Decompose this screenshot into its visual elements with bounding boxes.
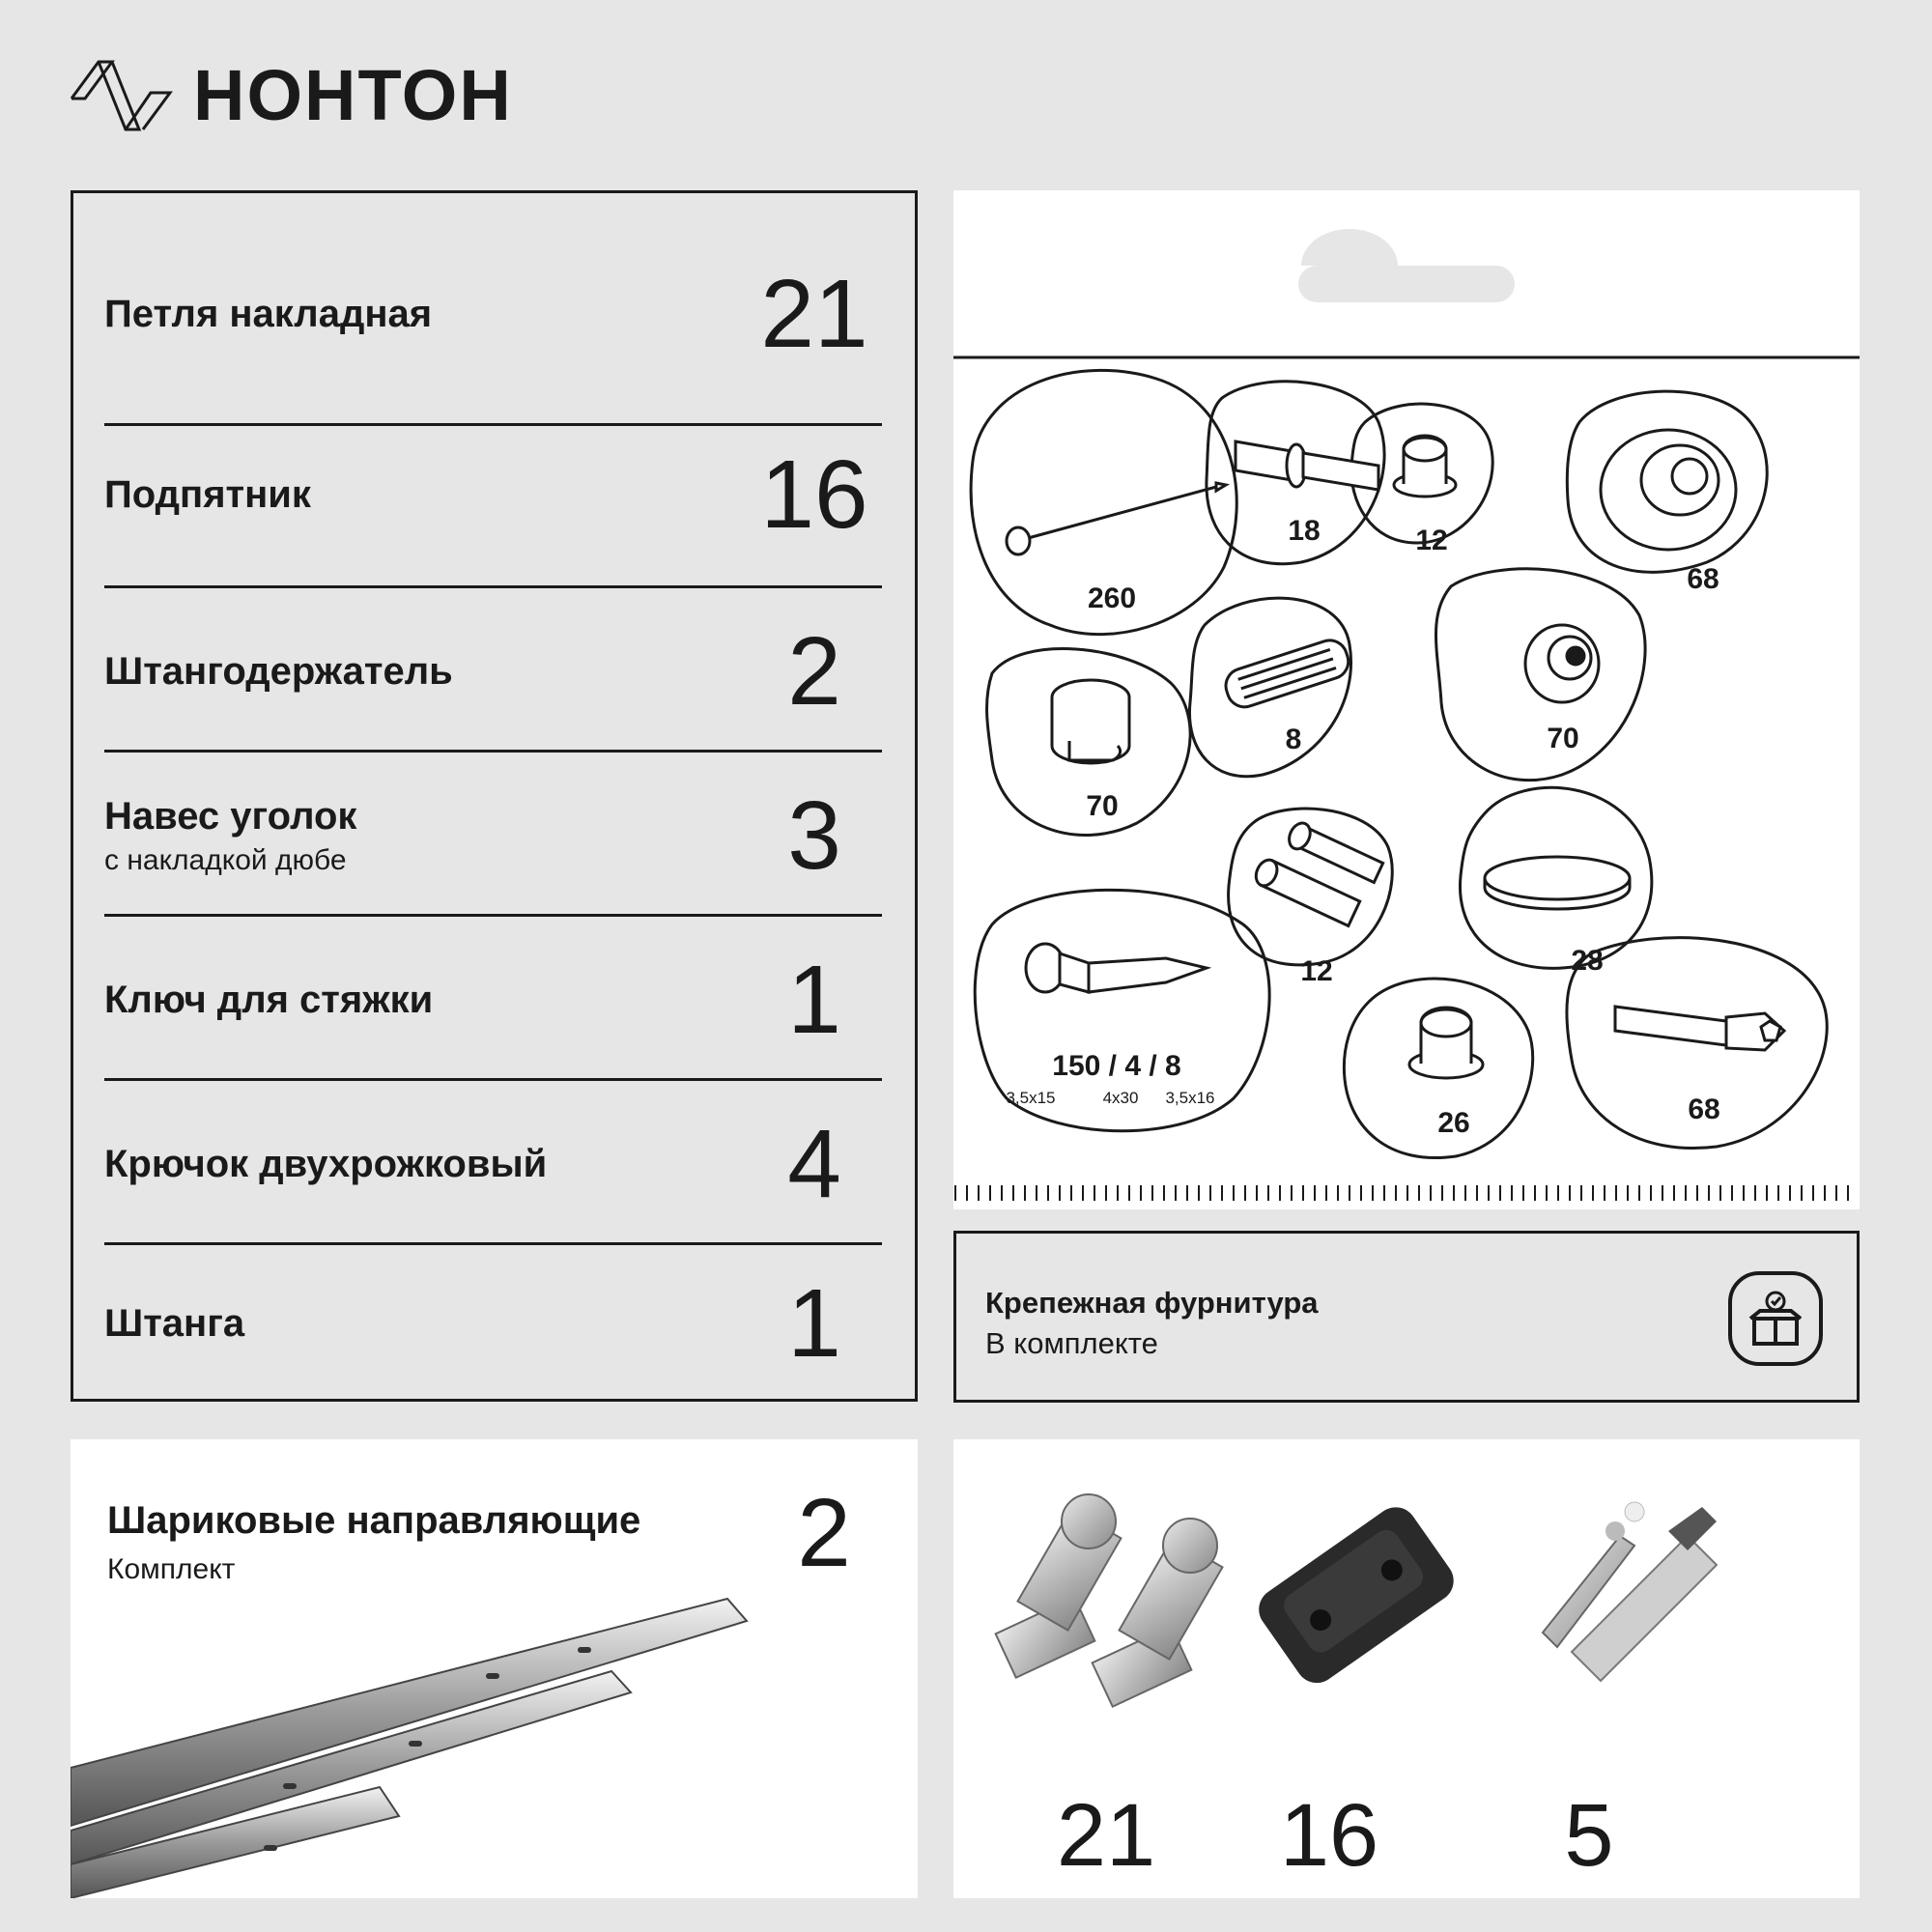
item-name: Штангодержатель: [104, 649, 453, 693]
hinge-qty: 21: [1056, 1786, 1156, 1885]
item-qty: 4: [787, 1109, 841, 1218]
cam-lock-icon: [1052, 680, 1129, 763]
list-item: [104, 763, 882, 908]
brand-logo: [70, 56, 513, 133]
item-name: Подпятник: [104, 472, 311, 516]
confirmat-screw-icon: [1615, 1007, 1784, 1050]
count-cap-2: 26: [1437, 1107, 1470, 1139]
push-latch-image: [1543, 1502, 1717, 1681]
count-cap: 12: [1415, 525, 1448, 556]
list-item: [104, 1092, 882, 1236]
bag-perforation: [955, 1185, 1848, 1201]
hardware-subtitle: В комплекте: [985, 1326, 1158, 1360]
divider: [104, 1242, 882, 1245]
slides-title: Шариковые направляющие: [107, 1499, 641, 1542]
size-label: 3,5x16: [1165, 1089, 1215, 1107]
count-confirmat: 68: [1688, 1094, 1720, 1125]
pin-icon: [1236, 441, 1292, 480]
count-dowel: 8: [1285, 724, 1302, 755]
dowel-icon: [1221, 636, 1352, 711]
fittings-panel: [953, 1439, 1860, 1898]
item-qty: 21: [760, 259, 868, 368]
list-item: [104, 927, 882, 1072]
hardware-bag-panel: [953, 190, 1860, 1209]
count-pin: 18: [1288, 515, 1321, 547]
disc-cap-icon: [1485, 857, 1630, 899]
item-qty: 1: [787, 1268, 841, 1378]
push-latch-qty: 5: [1564, 1786, 1614, 1885]
divider: [104, 1078, 882, 1081]
wood-screw-icon: [1026, 944, 1207, 992]
divider: [104, 585, 882, 588]
hardware-info-box: [953, 1231, 1860, 1403]
nail-icon: [1021, 487, 1216, 540]
count-bolt: 12: [1300, 955, 1333, 987]
count-cam: 70: [1086, 790, 1119, 822]
item-name: Ключ для стяжки: [104, 978, 434, 1021]
item-name: Навес уголок: [104, 794, 357, 838]
item-qty: 1: [787, 945, 841, 1054]
hanger-hook-icon: [1301, 229, 1398, 266]
item-qty: 2: [787, 616, 841, 725]
item-name: Штанга: [104, 1301, 245, 1345]
hanger-slot-icon: [1298, 266, 1515, 302]
item-qty: 16: [760, 440, 868, 549]
list-item: [104, 1256, 882, 1391]
count-disc: 28: [1571, 945, 1604, 977]
count-screw: 150 / 4 / 8: [1052, 1050, 1181, 1082]
count-nail: 260: [1087, 582, 1137, 614]
slides-subtitle: Комплект: [107, 1553, 236, 1585]
list-item: [104, 437, 882, 553]
list-item: [104, 242, 882, 386]
divider: [104, 423, 882, 426]
slides-panel: [71, 1439, 918, 1898]
item-name: Петля накладная: [104, 292, 433, 335]
brand-name: НОНТОН: [193, 54, 513, 135]
item-subtitle: с накладкой дюбе: [104, 843, 347, 876]
items-list-panel: [71, 190, 918, 1402]
size-label: 4x30: [1102, 1089, 1139, 1107]
foot-pad-qty: 16: [1279, 1786, 1379, 1885]
item-qty: 3: [787, 781, 841, 890]
foot-pad-image: [1251, 1499, 1463, 1691]
count-eccentric: 70: [1547, 723, 1579, 754]
divider: [104, 750, 882, 753]
count-eccentric-large: 68: [1687, 563, 1719, 595]
slides-qty: 2: [797, 1479, 851, 1587]
size-label: 3,5x15: [1006, 1089, 1056, 1107]
hinge-image: [996, 1494, 1223, 1707]
hardware-bag-illustration: [953, 190, 1860, 1209]
hardware-title: Крепежная фурнитура: [985, 1286, 1319, 1320]
divider: [104, 914, 882, 917]
list-item: [104, 599, 882, 744]
bolt-sleeve-icon: [1252, 813, 1384, 927]
item-name: Крючок двухрожковый: [104, 1142, 548, 1185]
zigzag-logo-icon: [70, 56, 174, 133]
box-check-icon: [1727, 1270, 1824, 1367]
